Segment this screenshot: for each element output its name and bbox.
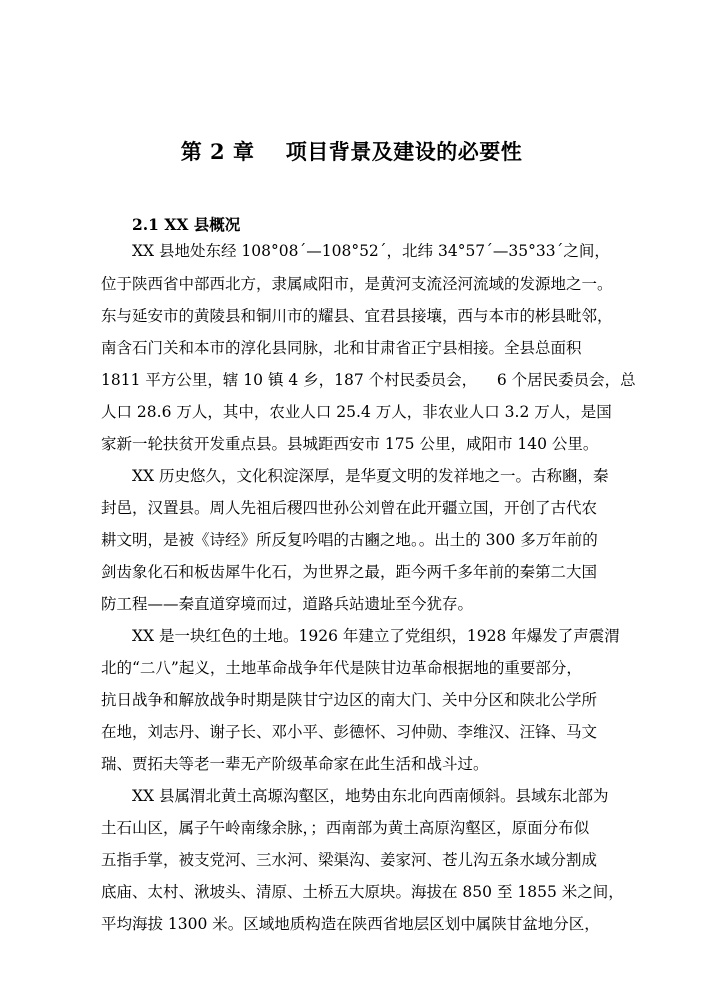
paragraph-line: 抗日战争和解放战争时期是陕甘宁边区的南大门、关中分区和陕北公学所 <box>101 691 598 709</box>
paragraph-line: XX 是一块红色的土地。1926 年建立了党组织，1928 年爆发了声震渭 <box>132 627 620 645</box>
paragraph-line: XX 县属渭北黄土高塬沟壑区，地势由东北向西南倾斜。县域东北部为 <box>132 787 609 805</box>
paragraph-line: 底庙、太村、湫坡头、清原、土桥五大原块。海拔在 850 至 1855 米之间， <box>101 883 624 901</box>
paragraph-line: 五指手掌，被支党河、三水河、梁渠沟、姜家河、苍儿沟五条水域分割成 <box>101 851 598 869</box>
paragraph-line: 封邑，汉置县。周人先祖后稷四世孙公刘曾在此开疆立国，开创了古代农 <box>101 499 598 517</box>
paragraph-line: XX 历史悠久，文化积淀深厚，是华夏文明的发祥地之一。古称豳，秦 <box>132 467 609 485</box>
paragraph-line: 南含石门关和本市的淳化县同脉，北和甘肃省正宁县相接。全县总面积 <box>101 339 582 357</box>
paragraph-line: 防工程——秦直道穿境而过，道路兵站遗址至今犹存。 <box>101 595 474 613</box>
paragraph-line: 1811 平方公里，辖 10 镇 4 乡，187 个村民委员会， 6 个居民委员会，总 <box>101 371 636 389</box>
paragraph-line: 东与延安市的黄陵县和铜川市的耀县、宜君县接壤，西与本市的彬县毗邻， <box>101 307 613 325</box>
paragraph-line: 耕文明，是被《诗经》所反复吟唱的古豳之地。。出土的 300 多万年前的 <box>101 531 598 549</box>
section-heading: 2.1 XX 县概况 <box>132 215 241 234</box>
paragraph-line: 家新一轮扶贫开发重点县。县城距西安市 175 公里，咸阳市 140 公里。 <box>101 435 599 453</box>
paragraph-line: 位于陕西省中部西北方，隶属咸阳市，是黄河支流泾河流域的发源地之一。 <box>101 275 613 293</box>
chapter-title: 第 2 章 项目背景及建设的必要性 <box>180 139 523 164</box>
paragraph-line: XX 县地处东经 108°08´—108°52´，北纬 34°57´—35°33´之间， <box>132 242 610 260</box>
paragraph-line: 人口 28.6 万人，其中，农业人口 25.4 万人，非农业人口 3.2 万人，是国 <box>101 403 612 421</box>
paragraph-line: 剑齿象化石和板齿犀牛化石，为世界之最，距今两千多年前的秦第二大国 <box>101 563 598 581</box>
paragraph-line: 土石山区，属子午岭南缘余脉，；西南部为黄土高原沟壑区，原面分布似 <box>101 819 590 837</box>
paragraph-line: 在地，刘志丹、谢子长、邓小平、彭德怀、习仲勋、李维汉、汪锋、马文 <box>101 723 598 741</box>
paragraph-line: 瑞、贾拓夫等老一辈无产阶级革命家在此生活和战斗过。 <box>101 755 489 773</box>
paragraph-line: 平均海拔 1300 米。区域地质构造在陕西省地层区划中属陕甘盆地分区， <box>101 915 600 933</box>
paragraph-line: 北的“二八”起义，土地革命战争年代是陕甘边革命根据地的重要部分， <box>101 659 582 677</box>
